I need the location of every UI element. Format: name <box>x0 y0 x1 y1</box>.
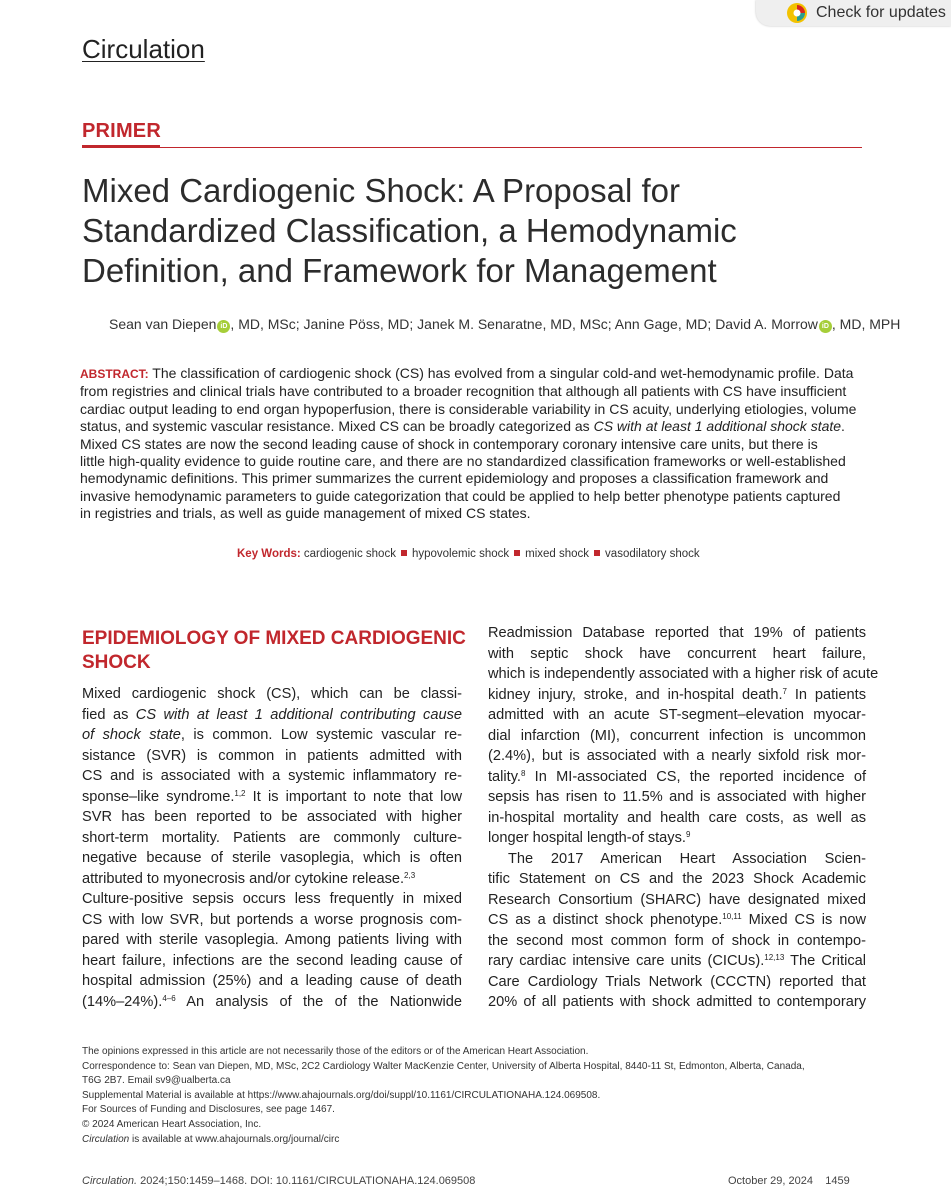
section-heading <box>82 627 466 675</box>
title-line: Mixed Cardiogenic Shock: A Proposal for <box>82 172 680 209</box>
footer-date: October 29, 2024 <box>728 1175 814 1187</box>
footnote-line: The opinions expressed in this article are not necessarily those of the editors or of the American Heart Association. <box>82 1046 589 1057</box>
keyword: mixed shock <box>525 548 590 560</box>
journal-name[interactable]: Circulation <box>82 34 205 64</box>
abstract-line: from registries and clinical trials have contributed to a broader recognition that although all patients with CS have insufficient <box>80 383 847 400</box>
keyword: vasodilatory shock <box>605 548 700 560</box>
author-degrees: , MD, MPH <box>831 316 901 332</box>
check-updates-icon <box>786 2 808 24</box>
author-degrees: , MD, MSc; <box>230 316 304 332</box>
footnote-line: Correspondence to: Sean van Diepen, MD, MSc, 2C2 Cardiology Walter MacKenzie Center, University of Alberta Hospital, 8440-11 St, Edmonton, Alberta, Canada, <box>82 1060 805 1072</box>
keywords-label: Key Words: <box>237 548 301 560</box>
footnote-line: Circulation is available at www.ahajournals.org/journal/circ <box>82 1133 340 1145</box>
orcid-icon[interactable]: iD <box>217 320 230 333</box>
heading-line: EPIDEMIOLOGY OF MIXED CARDIOGENIC <box>82 628 466 649</box>
section-divider-accent <box>82 145 160 148</box>
author-name: Janine Pöss, MD; <box>303 316 418 332</box>
check-updates-label: Check for updates <box>816 4 946 21</box>
keyword: hypovolemic shock <box>411 548 510 560</box>
footnote-line: © 2024 American Heart Association, Inc. <box>82 1118 262 1130</box>
author-name: Janek M. Senaratne, MD, MSc; <box>417 316 615 332</box>
abstract-line: invasive hemodynamic parameters to guide categorization that could be applied to help better phenotype patients captured <box>80 487 841 504</box>
abstract <box>80 365 866 523</box>
bullet-square-icon <box>401 550 407 556</box>
heading-line: SHOCK <box>82 652 151 673</box>
keywords <box>237 548 700 560</box>
section-label: PRIMER <box>82 120 161 142</box>
abstract-line: in registries and trials, as well as guide management of mixed CS states. <box>80 505 531 522</box>
footnotes <box>82 1045 862 1147</box>
footer-journal: Circulation. <box>82 1175 138 1187</box>
article-title <box>82 171 882 291</box>
abstract-italic: CS with at least 1 additional shock state <box>593 418 842 435</box>
abstract-line: hemodynamic definitions. This primer summarizes the current epidemiology and proposes a classification framework and <box>80 470 829 487</box>
abstract-label: ABSTRACT: <box>80 367 149 381</box>
footer-doi: 2024;150:1459–1468. DOI: 10.1161/CIRCULATIONAHA.124.069508 <box>137 1175 476 1187</box>
bullet-square-icon <box>594 550 600 556</box>
title-line: Standardized Classification, a Hemodynamic <box>82 212 737 249</box>
abstract-line: status, and systemic vascular resistance. Mixed CS can be broadly categorized as CS with at least 1 additional shock state. <box>80 418 845 435</box>
abstract-line: ABSTRACT: The classification of cardiogenic shock (CS) has evolved from a singular cold-and wet-hemodynamic profile. Data <box>80 365 854 381</box>
title-line: Definition, and Framework for Management <box>82 252 717 289</box>
right-column-text: Readmission Database reported that 19% of patients with septic shock have concurrent heart failure, which is independently associated with a higher risk of acute kidney injury, stroke, and in-hospital death.$^7$ In patients admitted with an acute ST-segment–elevation myocar- dial infarction (MI), concurrent infection is uncommon (2.4%), but is associated with a nearly sixfold risk mor- tality.$^8$ In MI-associated CS, the reported incidence of sepsis has risen to 11.5% and is associated with higher in-hospital mortality and health care costs, as well as longer hospital length-of stays.$^9$ The 2017 American Heart Association Scien- tific Statement on CS and the 2023 Shock Academic Research Consortium (SHARC) have designated mixed CS as a distinct shock phenotype.$^{10,11}$ Mixed CS is now the second most common form of shock in contempo- rary cardiac intensive care units (CICUs).$^{12,13}$ The Critical Care Cardiology Trials Network (CCCTN) reported that 20% of all patients with shock admitted to contemporary <box>488 625 879 1010</box>
footer-date-page <box>728 1175 850 1187</box>
abstract-line: Mixed CS states are now the second leading cause of shock in contemporary coronary intensive care units, but there is <box>80 435 818 452</box>
abstract-line: little high-quality evidence to guide routine care, and there are no standardized classification frameworks or well-established <box>80 453 846 470</box>
bullet-square-icon <box>514 550 520 556</box>
section-divider <box>82 147 862 148</box>
author-name: Ann Gage, MD; <box>614 316 716 332</box>
orcid-icon[interactable]: iD <box>819 320 832 333</box>
check-for-updates-button[interactable] <box>756 0 951 26</box>
footnote-line: For Sources of Funding and Disclosures, see page 1467. <box>82 1104 335 1116</box>
page-number: 1459 <box>825 1175 850 1187</box>
author-list <box>109 316 900 333</box>
left-column-text: Mixed cardiogenic shock (CS), which can be classi- fied as CS with at least 1 additional contributing cause of shock state, is common. Low systemic vascular re- sistance (SVR) is common in patients admitted with CS and is associated with a systemic inflammatory re- sponse–like syndrome.$^{1,2}$ It is important to note that low SVR has been reported to be associated with higher short-term mortality. Patients are commonly culture- negative because of sterile vasoplegia, which is often attributed to myonecrosis and/or cytokine release.$^{2,3}$ Culture-positive sepsis occurs less frequently in mixed CS with low SVR, but portends a worse prognosis com- pared with sterile vasoplegia. Among patients living with heart failure, infections are the second leading cause of hospital admission (25%) and a leading cause of death (14%–24%).$^{4-6}$ An analysis of the of the Nationwide <box>82 686 462 1010</box>
abstract-line: cardiac output leading to end organ hypoperfusion, there is considerable variability in CS acuity, underlying etiologies, volume <box>80 400 857 417</box>
footer-citation <box>82 1175 475 1187</box>
author-name: Sean van Diepen <box>109 316 217 332</box>
footnote-line: T6G 2B7. Email sv9@ualberta.ca <box>82 1075 231 1087</box>
author-name: David A. Morrow <box>715 316 818 332</box>
keyword: cardiogenic shock <box>303 548 396 560</box>
footnote-line: Supplemental Material is available at https://www.ahajournals.org/doi/suppl/10.1161/CIRCULATIONAHA.124.069508. <box>82 1089 601 1101</box>
